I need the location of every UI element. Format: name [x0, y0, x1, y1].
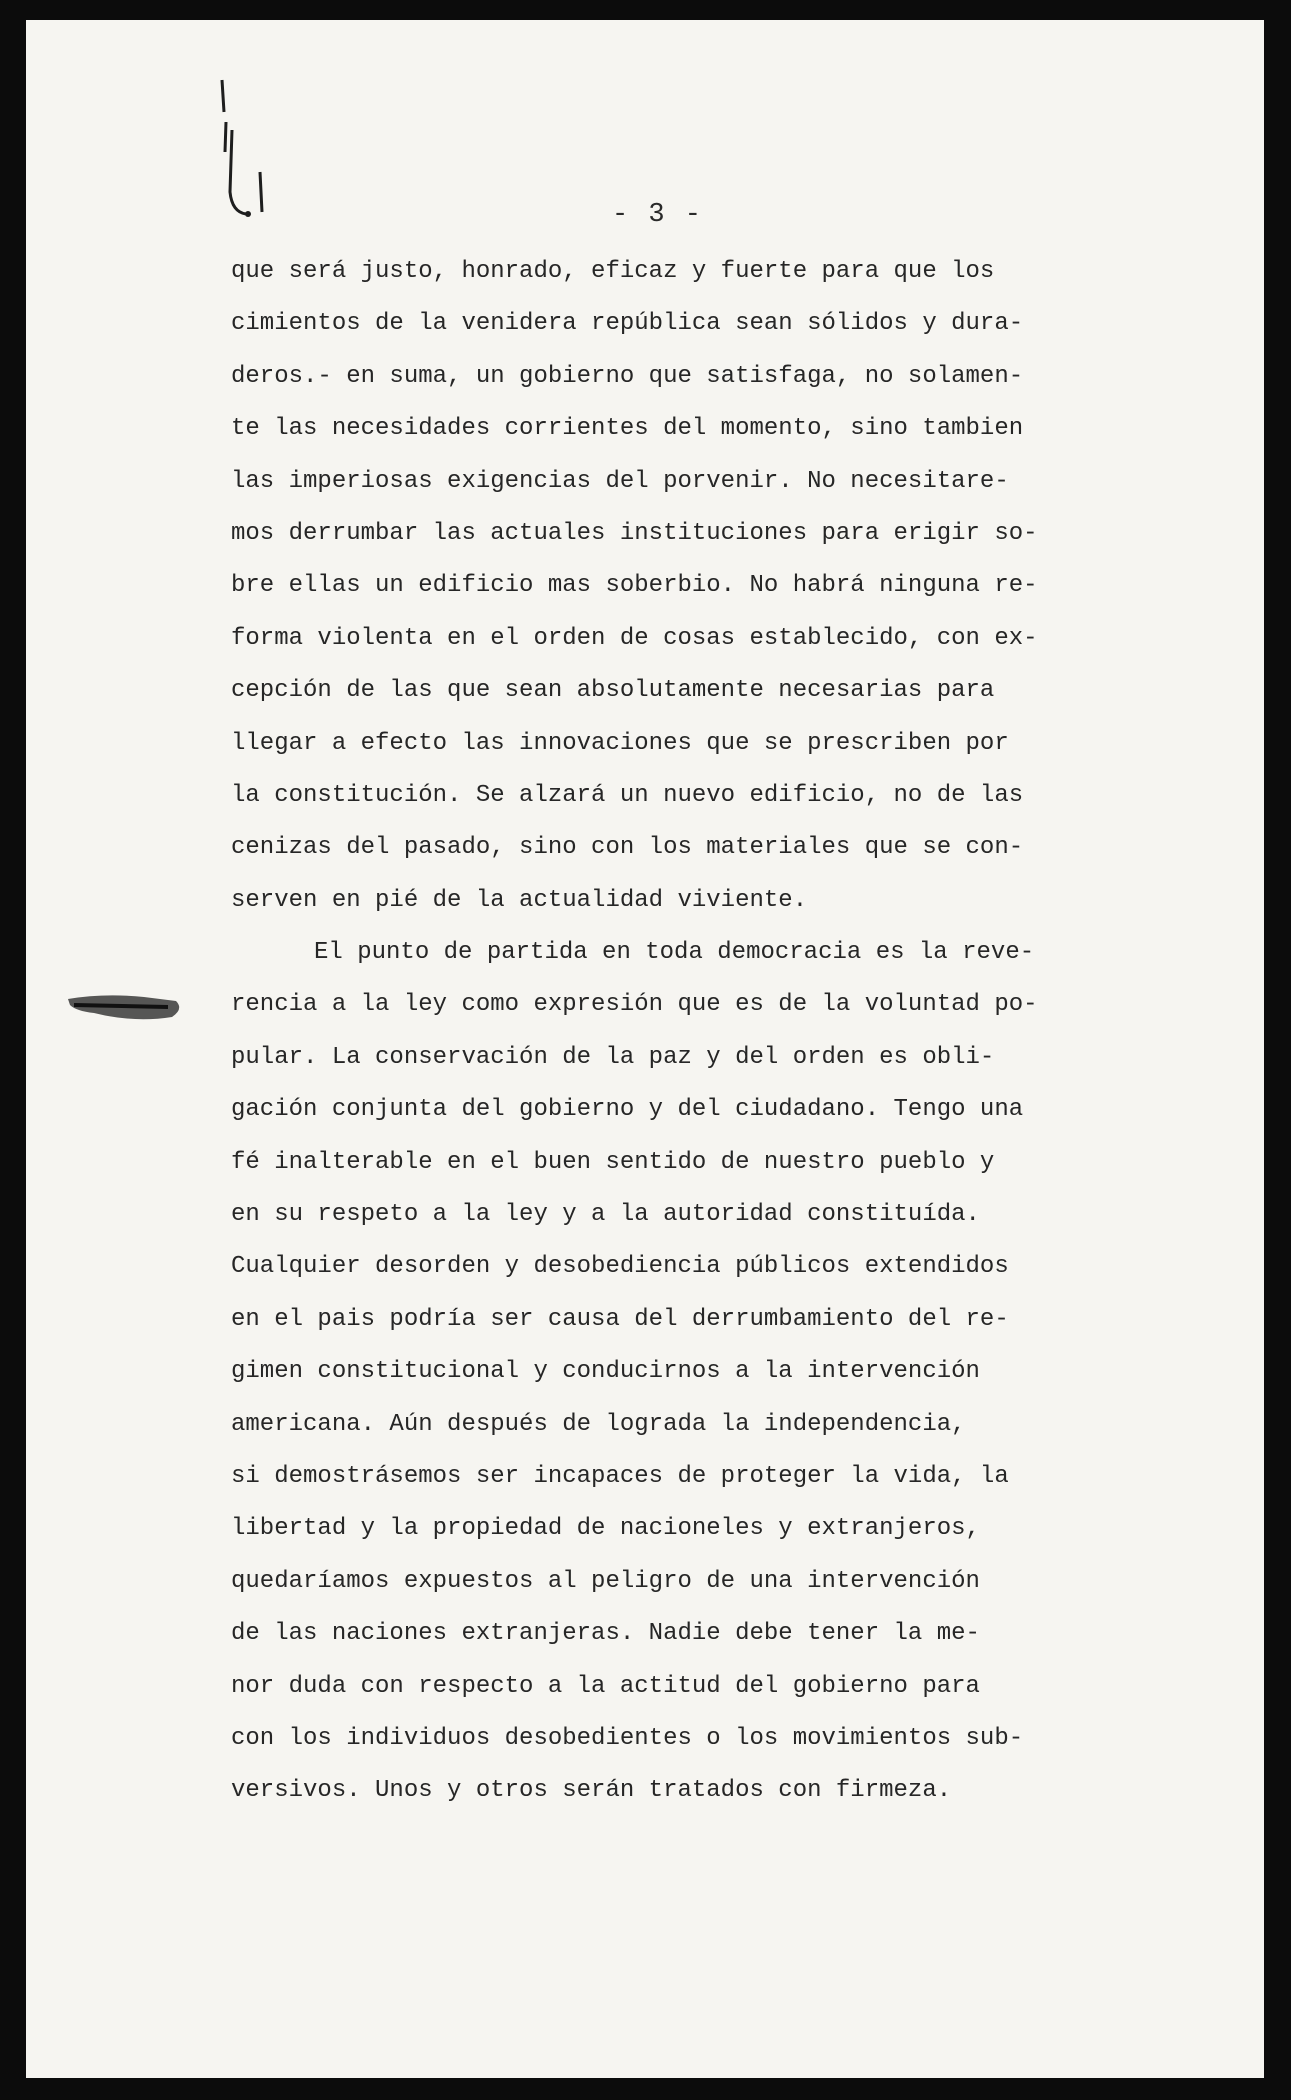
text-line: en su respeto a la ley y a la autoridad constituída. — [231, 1201, 980, 1229]
text-line: fé inalterable en el buen sentido de nuestro pueblo y — [231, 1148, 995, 1176]
margin-dash-mark — [64, 983, 184, 1033]
text-line: serven en pié de la actualidad viviente. — [231, 886, 808, 914]
text-line: la constitución. Se alzará un nuevo edificio, no de las — [231, 781, 1024, 809]
text-line: gimen constitucional y conducirnos a la intervención — [231, 1358, 980, 1386]
text-line: rencia a la ley como expresión que es de la voluntad po- — [231, 991, 1038, 1019]
text-line: bre ellas un edificio mas soberbio. No habrá ninguna re- — [231, 572, 1038, 600]
text-line: llegar a efecto las innovaciones que se prescriben por — [231, 729, 1009, 757]
page-number: - 3 - — [612, 200, 704, 230]
text-line: versivos. Unos y otros serán tratados con firmeza. — [231, 1777, 952, 1805]
text-line: americana. Aún después de lograda la independencia, — [231, 1410, 966, 1438]
text-line: Cualquier desorden y desobediencia públicos extendidos — [231, 1253, 1009, 1281]
text-line: en el pais podría ser causa del derrumbamiento del re- — [231, 1305, 1009, 1333]
text-line: si demostrásemos ser incapaces de proteger la vida, la — [231, 1462, 1009, 1490]
text-line: forma violenta en el orden de cosas establecido, con ex- — [231, 624, 1038, 652]
text-line: deros.- en suma, un gobierno que satisfaga, no solamen- — [231, 362, 1024, 390]
text-line: libertad y la propiedad de nacioneles y extranjeros, — [231, 1515, 980, 1543]
text-line: te las necesidades corrientes del momento, sino tambien — [231, 415, 1024, 443]
text-line: de las naciones extranjeras. Nadie debe tener la me- — [231, 1620, 980, 1648]
text-line: con los individuos desobedientes o los movimientos sub- — [231, 1724, 1024, 1752]
typed-body-text — [231, 252, 1131, 1824]
text-line: pular. La conservación de la paz y del orden es obli- — [231, 1043, 995, 1071]
text-line: gación conjunta del gobierno y del ciudadano. Tengo una — [231, 1096, 1024, 1124]
text-line: cepción de las que sean absolutamente necesarias para — [231, 677, 995, 705]
paragraph-start-line: El punto de partida en toda democracia es la reve- — [314, 939, 1035, 967]
text-line: que será justo, honrado, eficaz y fuerte para que los — [231, 258, 995, 285]
text-line: cenizas del pasado, sino con los materiales que se con- — [231, 834, 1024, 862]
text-line: cimientos de la venidera república sean sólidos y dura- — [231, 310, 1024, 338]
text-line: quedaríamos expuestos al peligro de una intervención — [231, 1567, 980, 1595]
text-line: mos derrumbar las actuales instituciones para erigir so- — [231, 519, 1038, 547]
margin-bracket-mark — [200, 72, 290, 222]
text-line: nor duda con respecto a la actitud del gobierno para — [231, 1672, 980, 1700]
text-line: las imperiosas exigencias del porvenir. No necesitare- — [231, 467, 1009, 495]
